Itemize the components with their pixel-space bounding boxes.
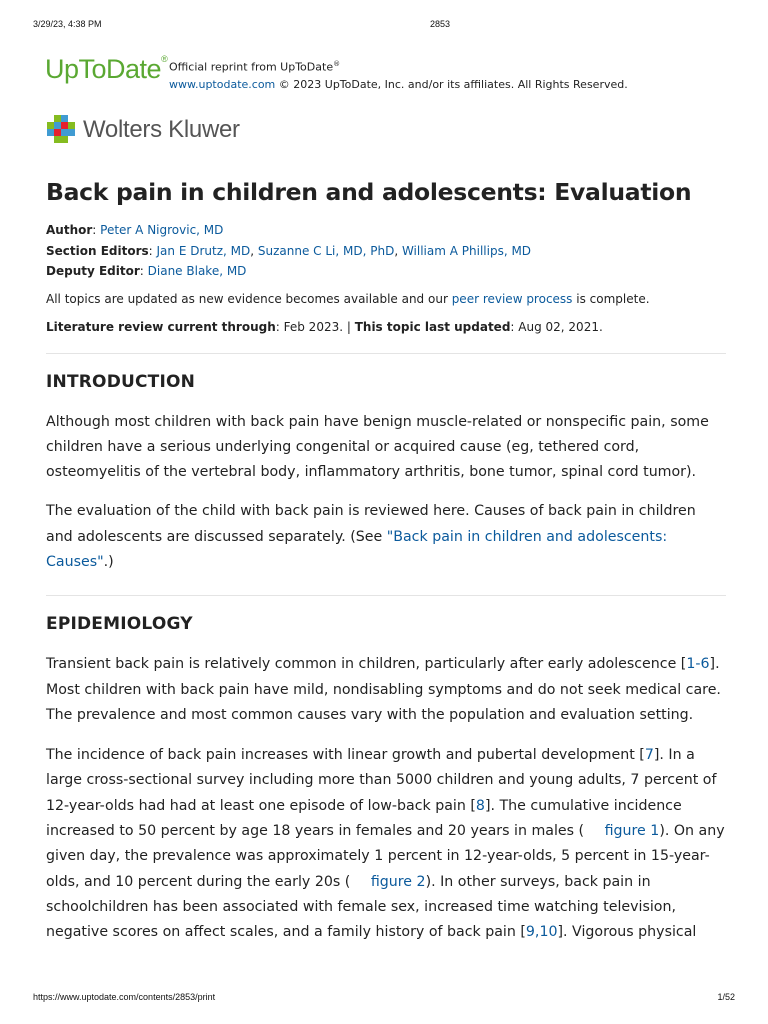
causes-topic-link[interactable]: "Back pain in children and adolescents: Causes" bbox=[46, 528, 668, 570]
wolters-kluwer-mark-icon bbox=[45, 113, 77, 145]
author-link[interactable]: Peter A Nigrovic, MD bbox=[100, 223, 224, 237]
reprint-line: Official reprint from UpToDate bbox=[169, 60, 334, 74]
figure-link[interactable]: figure 2 bbox=[370, 873, 426, 890]
article-title: Back pain in children and adolescents: Evaluation bbox=[46, 178, 692, 206]
editor-link[interactable]: William A Phillips, MD bbox=[401, 243, 532, 258]
section-heading-epidemiology: EPIDEMIOLOGY bbox=[46, 614, 193, 635]
paragraph: Although most children with back pain have benign muscle-related or nonspecific pain, some children have a serious underlying congenital or acquired cause (eg, tethered cord, osteomyelitis of the vertebral body, inflammatory arthritis, bone tumor, spinal cord tumor). bbox=[46, 413, 709, 481]
editor-link[interactable]: Suzanne C Li, MD, PhD bbox=[257, 243, 395, 258]
figure-link[interactable]: figure 1 bbox=[604, 823, 660, 840]
paragraph: The evaluation of the child with back pain is reviewed here. Causes of back pain in children and adolescents are discussed separately. (See "Back pain in children and adolescents: Causes".) bbox=[46, 503, 696, 570]
reference-link[interactable]: 9,10 bbox=[525, 924, 558, 941]
update-note: All topics are updated as new evidence becomes available and our peer review process is complete. bbox=[46, 291, 650, 306]
copyright-text: © 2023 UpToDate, Inc. and/or its affiliates. All Rights Reserved. bbox=[275, 77, 628, 91]
print-url: https://www.uptodate.com/contents/2853/print bbox=[33, 992, 216, 1002]
editor-link[interactable]: Jan E Drutz, MD bbox=[156, 243, 251, 258]
review-dates: Literature review current through: Feb 2023. | This topic last updated: Aug 02, 2021. bbox=[46, 319, 603, 334]
author-line: Author: Peter A Nigrovic, MD bbox=[46, 223, 224, 237]
paragraph: Transient back pain is relatively common in children, particularly after early adolescence [1-6]. Most children with back pain have mild, nondisabling symptoms and do not seek medical care. The prevalence and most common causes vary with the population and evaluation setting. bbox=[46, 656, 721, 723]
section-editors-line: Section Editors: Jan E Drutz, MD, Suzanne C Li, MD, PhD, William A Phillips, MD bbox=[46, 243, 532, 258]
section-heading-introduction: INTRODUCTION bbox=[46, 371, 196, 392]
section-divider bbox=[46, 595, 726, 596]
article-credits bbox=[46, 220, 726, 282]
uptodate-site-link[interactable]: www.uptodate.com bbox=[169, 77, 276, 91]
article-content bbox=[46, 178, 726, 946]
reprint-notice: Official reprint from UpToDate® www.uptodate.com © 2023 UpToDate, Inc. and/or its affiliates. All Rights Reserved. bbox=[169, 60, 628, 91]
peer-review-link[interactable]: peer review process bbox=[451, 291, 573, 306]
reference-link[interactable]: 8 bbox=[475, 797, 485, 814]
deputy-editor-line: Deputy Editor: Diane Blake, MD bbox=[46, 264, 247, 278]
section-divider bbox=[46, 353, 726, 354]
reference-link[interactable]: 1-6 bbox=[686, 656, 710, 673]
publisher-name: Wolters Kluwer bbox=[83, 116, 240, 143]
print-title: 2853 bbox=[430, 19, 451, 29]
reprint-banner bbox=[45, 54, 728, 94]
print-datetime: 3/29/23, 4:38 PM bbox=[33, 19, 102, 29]
page-number: 1/52 bbox=[717, 992, 735, 1002]
reference-link[interactable]: 7 bbox=[644, 747, 654, 764]
uptodate-logo: UpToDate® bbox=[45, 54, 168, 84]
deputy-editor-link[interactable]: Diane Blake, MD bbox=[147, 264, 247, 278]
paragraph: The incidence of back pain increases with linear growth and pubertal development [7]. In a large cross-sectional survey including more than 5000 children and young adults, 7 percent of 12-year-olds had had at least one episode of low-back pain [8]. The cumulative incidence increased to 50 percent by age 18 years in females and 20 years in males ( figure 1). On any given day, the prevalence was approximately 1 percent in 12-year-olds, 5 percent in 15-year-olds, and 10 percent during the early 20s ( figure 2). In other surveys, back pain in schoolchildren has been associated with female sex, increased time watching television, negative scores on affect scales, and a family history of back pain [9,10]. Vigorous physical bbox=[46, 747, 725, 941]
